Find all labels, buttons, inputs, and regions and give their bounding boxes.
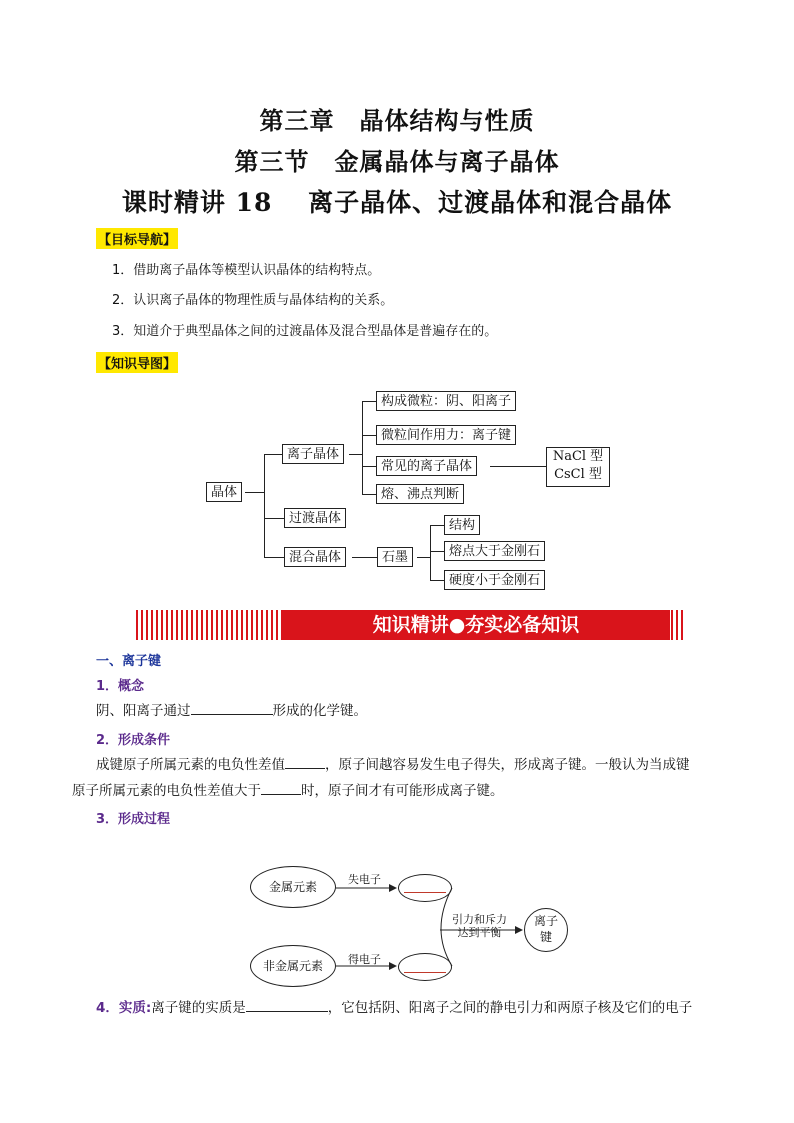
gain-label: 得电子 <box>348 953 381 966</box>
section-heading: 一、离子键 <box>96 654 162 669</box>
map-graphite-child: 熔点大于金刚石 <box>444 541 545 561</box>
chapter-title: 第三章 晶体结构与性质 <box>259 106 535 135</box>
banner-text: 知识精讲●夯实必备知识 <box>282 610 670 640</box>
map-graphite-child: 硬度小于金刚石 <box>444 570 545 590</box>
map-ionic-types: NaCl 型 CsCl 型 <box>546 447 610 487</box>
map-ionic-child: 微粒间作用力：离子键 <box>376 425 516 445</box>
nature-text: 4．实质:离子键的实质是 ，它包括阴、阳离子之间的静电引力和两原子核及它们的电子 <box>96 997 692 1018</box>
map-ionic-child: 构成微粒：阴、阳离子 <box>376 391 516 411</box>
goal-item: 3．知道介于典型晶体之间的过渡晶体及混合型晶体是普遍存在的。 <box>112 324 498 339</box>
concept-title: 1．概念 <box>96 679 145 694</box>
balance-label: 引力和斥力 达到平衡 <box>452 913 507 939</box>
metal-ellipse: 金属元素 <box>250 866 336 908</box>
section-title: 第三节 金属晶体与离子晶体 <box>234 147 560 176</box>
map-transition: 过渡晶体 <box>284 508 346 528</box>
ionic-bond-ellipse: 离子 键 <box>524 908 568 952</box>
goal-tag: 【目标导航】 <box>96 228 178 249</box>
map-ionic: 离子晶体 <box>282 444 344 464</box>
condition-title: 2．形成条件 <box>96 733 171 748</box>
goal-item: 2．认识离子晶体的物理性质与晶体结构的关系。 <box>112 293 394 308</box>
nonmetal-ellipse: 非金属元素 <box>250 945 336 987</box>
condition-text-2: 原子所属元素的电负性差值大于 时，原子间才有可能形成离子键。 <box>72 780 504 801</box>
condition-text: 成键原子所属元素的电负性差值 ，原子间越容易发生电子得失，形成离子键。一般认为当成键 <box>96 754 690 775</box>
map-ionic-child: 常见的离子晶体 <box>376 456 477 476</box>
map-mixed: 混合晶体 <box>284 547 346 567</box>
map-ionic-child: 熔、沸点判断 <box>376 484 464 504</box>
concept-text: 阴、阳离子通过 形成的化学键。 <box>96 700 367 721</box>
goal-item: 1．借助离子晶体等模型认识晶体的结构特点。 <box>112 263 381 278</box>
process-title: 3．形成过程 <box>96 812 171 827</box>
map-tag: 【知识导图】 <box>96 352 178 373</box>
map-root: 晶体 <box>206 482 242 502</box>
lesson-title: 课时精讲 18 离子晶体、过渡晶体和混合晶体 <box>121 188 673 217</box>
blank <box>246 997 328 1012</box>
map-graphite-child: 结构 <box>444 515 480 535</box>
map-graphite: 石墨 <box>377 547 413 567</box>
lose-label: 失电子 <box>348 873 381 886</box>
